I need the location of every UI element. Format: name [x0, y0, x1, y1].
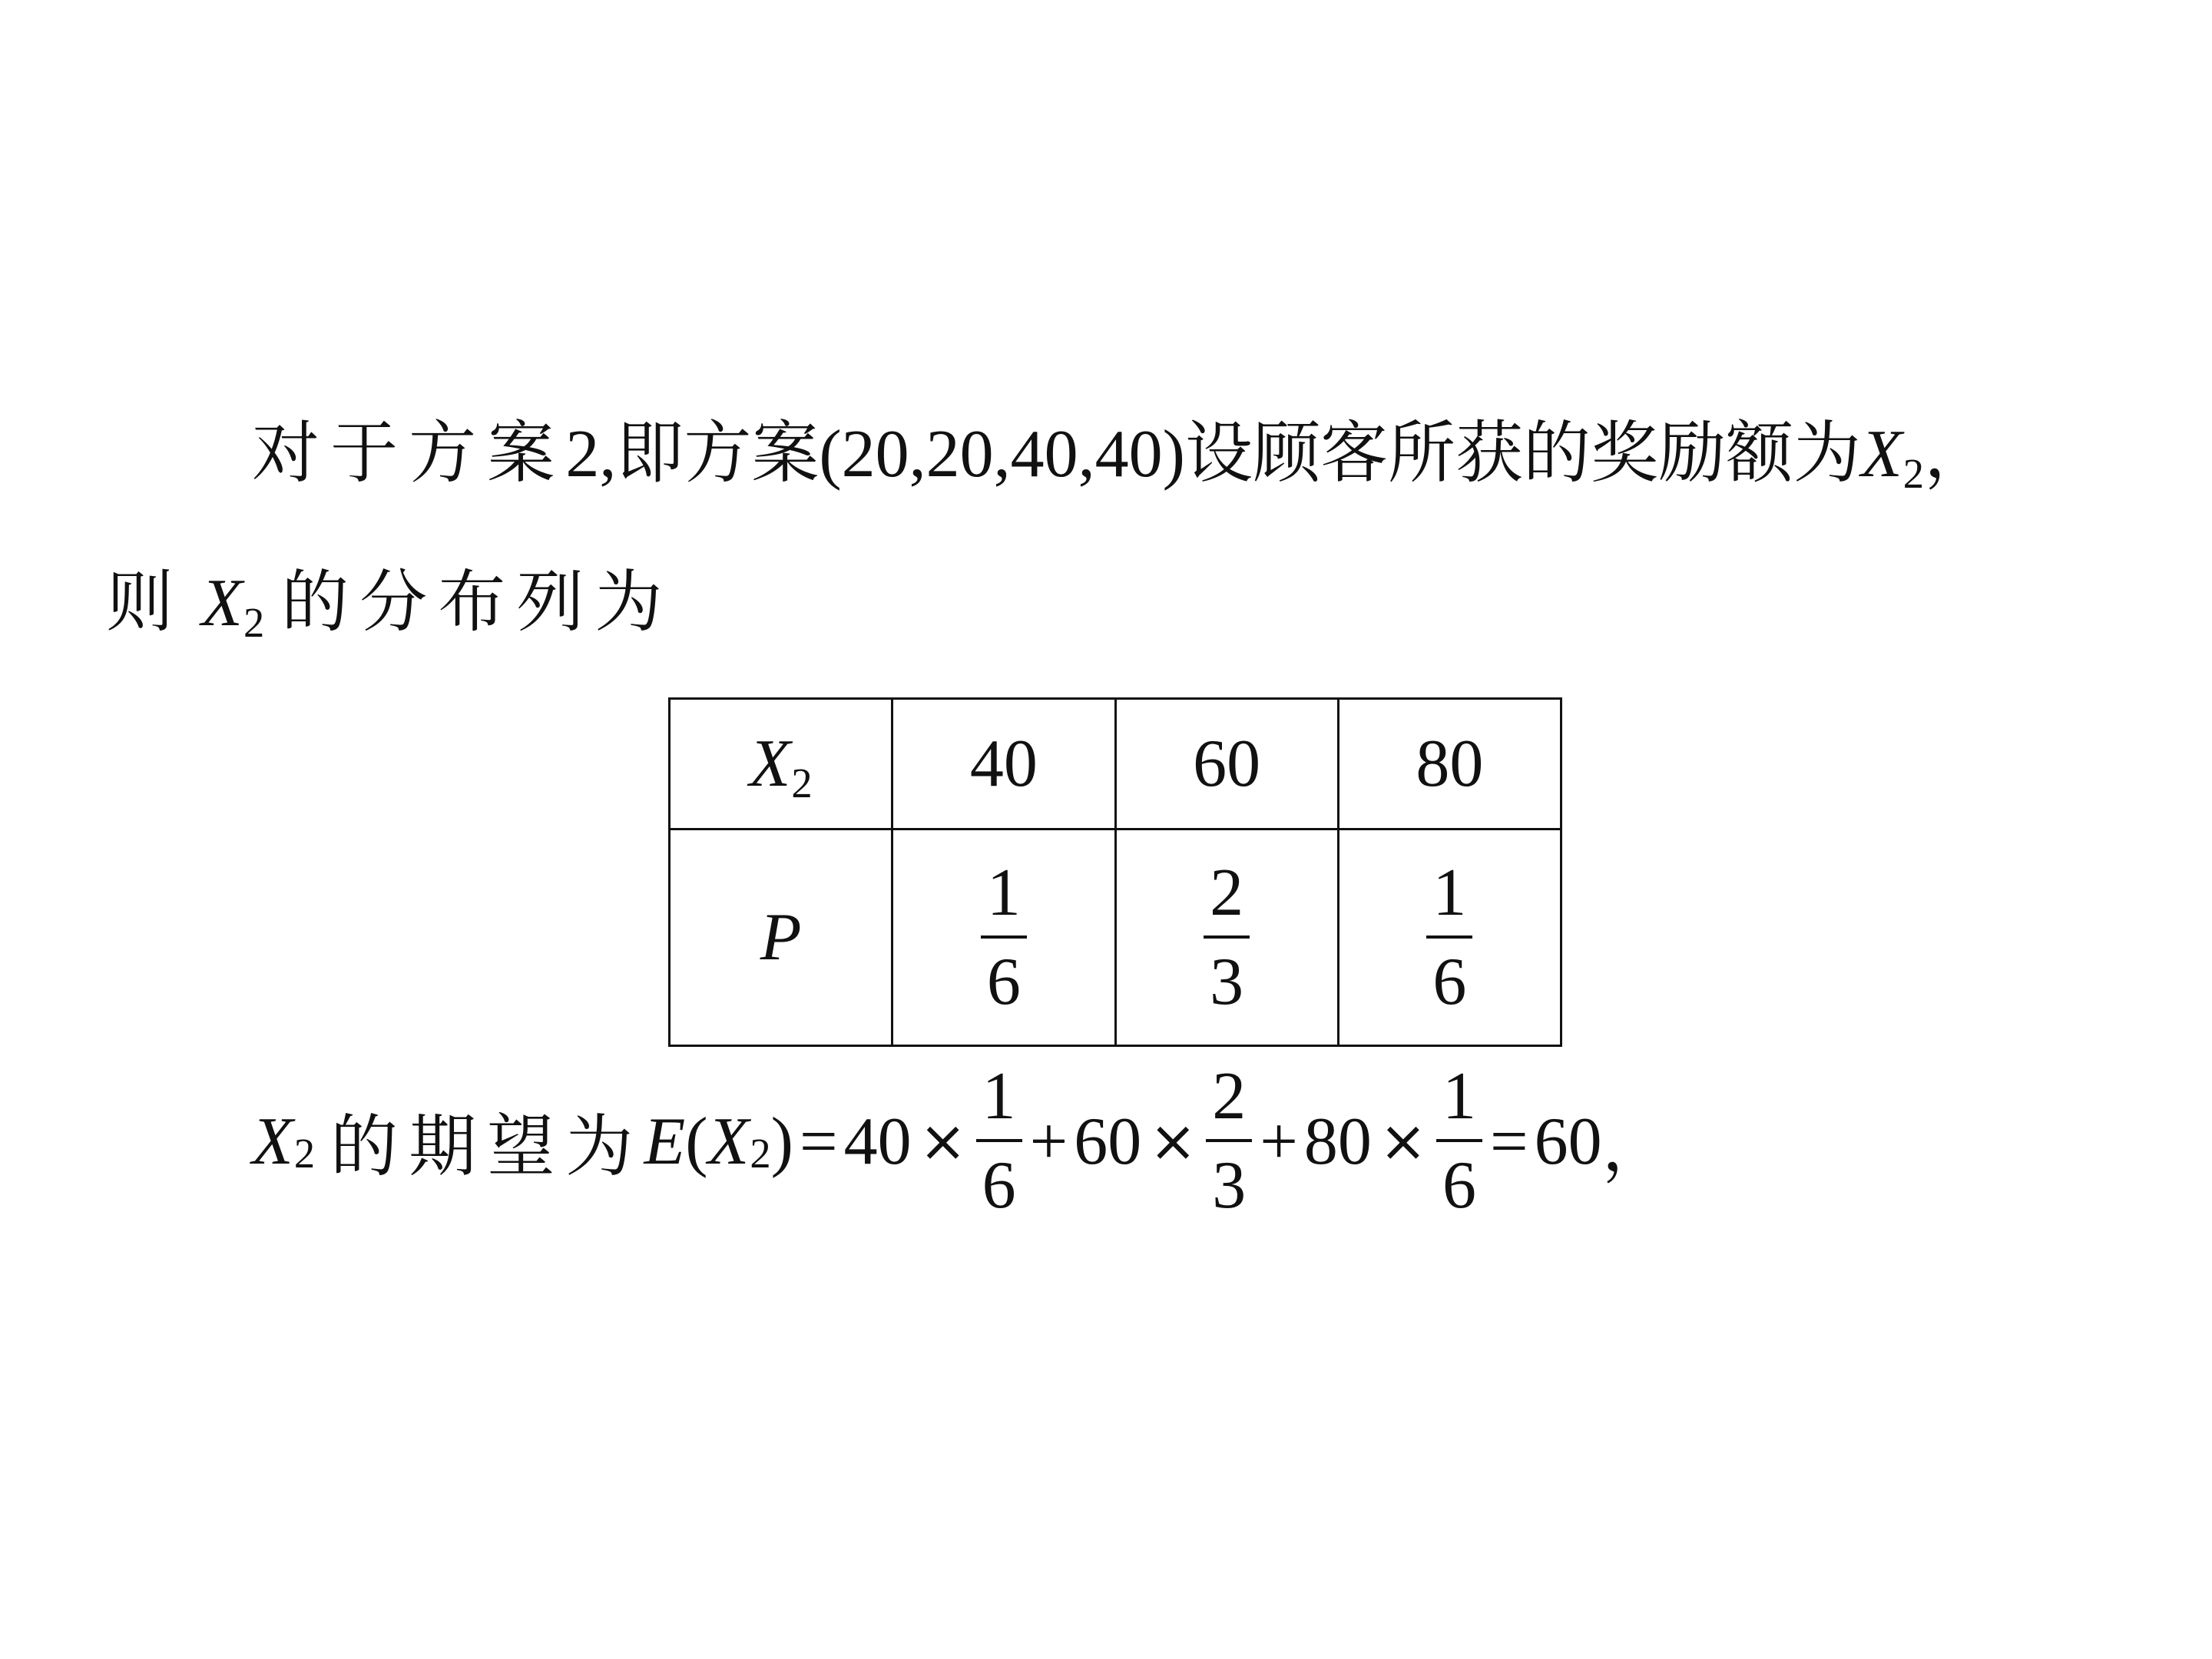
fraction — [1436, 1059, 1482, 1223]
fraction-numerator: 1 — [986, 855, 1021, 930]
open-paren: ( — [685, 1104, 708, 1179]
variable-x: X — [707, 1104, 750, 1179]
table-header-x — [670, 699, 892, 830]
expectation-formula — [252, 1057, 1670, 1226]
fraction-bar — [976, 1139, 1022, 1142]
term-coefficient: 60 — [1074, 1104, 1142, 1179]
variable-subscript: 2 — [243, 599, 265, 647]
plus-sign: + — [1029, 1104, 1068, 1179]
variable-subscript: 2 — [293, 1129, 316, 1177]
plus-sign: + — [1260, 1104, 1298, 1179]
table-cell-probability — [1115, 830, 1338, 1046]
fraction — [981, 855, 1027, 1019]
close-paren: ) — [770, 1104, 793, 1179]
equals-sign: = — [1489, 1104, 1528, 1179]
fraction-bar — [1204, 935, 1250, 939]
fraction-numerator: 1 — [1442, 1059, 1476, 1134]
fraction-bar — [1206, 1139, 1252, 1142]
table-cell-probability — [1338, 830, 1561, 1046]
fraction-denominator: 3 — [1212, 1148, 1247, 1223]
text-scheme-intro: 对于方案 — [252, 417, 566, 492]
table-row-probabilities — [670, 830, 1561, 1046]
term-coefficient: 80 — [1303, 1104, 1372, 1179]
fraction-numerator: 2 — [1212, 1059, 1247, 1134]
variable-subscript: 2 — [1902, 450, 1925, 498]
fraction-numerator: 2 — [1210, 855, 1244, 930]
fraction-denominator: 6 — [986, 944, 1021, 1019]
times-sign: × — [1379, 1108, 1427, 1174]
table-row-values — [670, 699, 1561, 830]
fraction-numerator: 1 — [1432, 855, 1467, 930]
fraction-denominator: 6 — [1442, 1148, 1476, 1223]
fraction — [1206, 1059, 1252, 1223]
fraction — [976, 1059, 1022, 1223]
fraction — [1426, 855, 1472, 1019]
fraction-denominator: 3 — [1210, 944, 1244, 1019]
table-cell-probability — [892, 830, 1115, 1046]
variable-x: X — [252, 1104, 293, 1179]
variable-x: X — [1860, 417, 1902, 492]
variable-x: X — [201, 566, 243, 641]
paragraph-distribution-intro — [106, 566, 674, 647]
fraction-numerator: 1 — [982, 1059, 1016, 1134]
table-header-p — [670, 830, 892, 1046]
fraction-denominator: 6 — [982, 1148, 1016, 1223]
fraction-bar — [981, 935, 1027, 939]
punctuation-comma: ， — [1924, 417, 1992, 492]
table-header-var: X — [749, 727, 791, 801]
scheme-number: 2 — [565, 417, 600, 492]
text-distribution: 的分布列为 — [281, 566, 674, 641]
distribution-table — [668, 697, 1562, 1047]
text-expectation-label: 的期望为 — [330, 1111, 644, 1185]
expectation-symbol: E — [644, 1104, 686, 1179]
times-sign: × — [919, 1108, 967, 1174]
table-header-sub: 2 — [791, 760, 813, 807]
table-header-p-label: P — [760, 900, 802, 975]
punctuation-comma: ， — [1601, 1111, 1670, 1185]
fraction-denominator: 6 — [1432, 944, 1467, 1019]
table-cell-value: 60 — [1115, 699, 1338, 830]
times-sign: × — [1149, 1108, 1197, 1174]
equals-sign: = — [799, 1104, 838, 1179]
text-then: 则 — [106, 566, 185, 641]
variable-subscript: 2 — [750, 1129, 771, 1177]
paragraph-scheme-2 — [252, 417, 1992, 498]
table-cell-value: 80 — [1338, 699, 1561, 830]
expectation-result: 60 — [1534, 1104, 1602, 1179]
text-scheme-detail: ,即方案(20,20,40,40)设顾客所获的奖励额为 — [599, 417, 1861, 492]
fraction-bar — [1426, 935, 1472, 939]
fraction — [1204, 855, 1250, 1019]
term-coefficient: 40 — [843, 1104, 912, 1179]
table-cell-value: 40 — [892, 699, 1115, 830]
fraction-bar — [1436, 1139, 1482, 1142]
